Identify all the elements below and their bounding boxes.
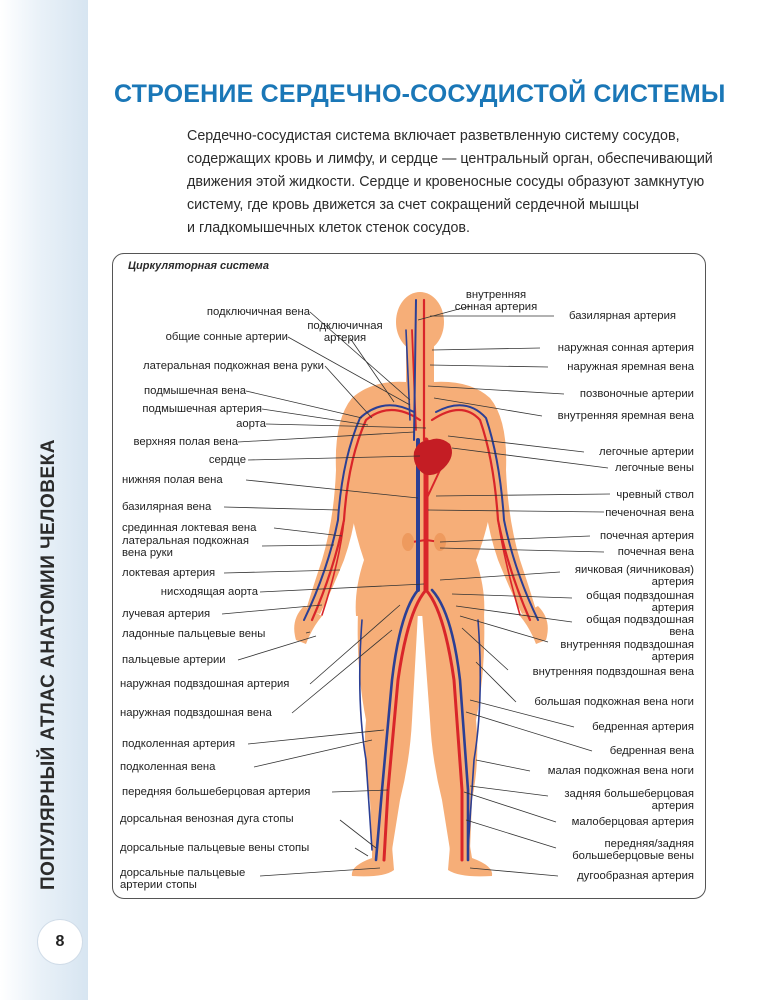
label-dorsal-digital-arteries-line2: артерии стопы — [120, 879, 197, 891]
label-femoral-vein: бедренная вена — [609, 745, 694, 757]
label-common-iliac-vein-line2: вена — [669, 626, 694, 638]
label-palmar-digital-veins: ладонные пальцевые вены — [122, 628, 266, 640]
label-median-cubital-vein: срединная локтевая вена — [122, 522, 257, 534]
label-femoral-artery: бедренная артерия — [592, 721, 694, 733]
label-radial-artery: лучевая артерия — [122, 608, 211, 620]
label-external-iliac-artery: наружная подвздошная артерия — [120, 678, 290, 690]
label-renal-artery: почечная артерия — [600, 530, 694, 542]
label-ulnar-artery: локтевая артерия — [122, 567, 216, 579]
label-cephalic-vein-lower-line1: латеральная подкожная — [122, 535, 249, 547]
label-common-carotid-arteries: общие сонные артерии — [165, 331, 288, 343]
label-gonadal-artery-line1: яичковая (яичниковая) — [574, 564, 694, 576]
label-subclavian-artery-line1: подключичная — [307, 320, 383, 332]
intro-line: движения этой жидкости. Сердце и кровеносные сосуды образуют замкнутую — [187, 174, 705, 190]
intro-line: и гладкомышечных клеток стенок сосудов. — [187, 220, 470, 236]
label-tibial-veins-line1: передняя/задняя — [604, 838, 694, 850]
label-cephalic-vein: латеральная подкожная вена руки — [143, 360, 324, 372]
label-axillary-artery: подмышечная артерия — [142, 403, 262, 415]
label-pulmonary-arteries: легочные артерии — [599, 446, 694, 458]
label-external-jugular-vein: наружная яремная вена — [567, 361, 694, 373]
label-internal-iliac-artery-line2: артерия — [651, 651, 694, 663]
label-heart: сердце — [208, 454, 246, 466]
label-internal-iliac-artery-line1: внутренняя подвздошная — [560, 639, 694, 651]
label-inferior-vena-cava: нижняя полая вена — [122, 474, 223, 486]
label-celiac-trunk: чревный ствол — [616, 489, 694, 501]
label-digital-arteries: пальцевые артерии — [122, 654, 226, 666]
label-basilar-artery: базилярная артерия — [569, 310, 676, 322]
label-external-iliac-vein: наружная подвздошная вена — [120, 707, 272, 719]
page-number: 8 — [38, 920, 82, 964]
intro-line: Сердечно-сосудистая система включает разветвленную систему сосудов, — [187, 128, 680, 144]
label-pulmonary-veins: легочные вены — [615, 462, 694, 474]
label-renal-vein: почечная вена — [617, 546, 694, 558]
label-fibular-artery: малоберцовая артерия — [571, 816, 694, 828]
label-dorsal-venous-arch: дорсальная венозная дуга стопы — [120, 813, 294, 825]
label-aorta: аорта — [236, 418, 266, 430]
label-internal-carotid-line1: внутренняя — [465, 289, 527, 301]
label-vertebral-arteries: позвоночные артерии — [579, 388, 694, 400]
label-popliteal-artery: подколенная артерия — [122, 738, 236, 750]
label-tibial-veins-line2: большеберцовые вены — [572, 850, 694, 862]
diagram-title: Циркуляторная система — [128, 260, 269, 272]
label-common-iliac-vein-line1: общая подвздошная — [586, 614, 694, 626]
label-basilic-vein: базилярная вена — [122, 501, 212, 513]
label-gonadal-artery-line2: артерия — [651, 576, 694, 588]
label-great-saphenous-vein: большая подкожная вена ноги — [534, 696, 694, 708]
label-hepatic-vein: печеночная вена — [605, 507, 694, 519]
label-cephalic-vein-lower-line2: вена руки — [122, 547, 173, 559]
label-common-iliac-artery-line1: общая подвздошная — [586, 590, 694, 602]
intro-line: содержащих кровь и лимфу, и сердце — центральный орган, обеспечивающий — [187, 151, 713, 167]
label-internal-iliac-vein: внутренняя подвздошная вена — [532, 666, 694, 678]
label-internal-jugular-vein: внутренняя яремная вена — [557, 410, 694, 422]
label-subclavian-vein: подключичная вена — [206, 306, 310, 318]
label-axillary-vein: подмышечная вена — [144, 385, 246, 397]
label-posterior-tibial-artery-line2: артерия — [651, 800, 694, 812]
book-title: ПОПУЛЯРНЫЙ АТЛАС АНАТОМИИ ЧЕЛОВЕКА — [38, 439, 59, 890]
label-anterior-tibial-artery: передняя большеберцовая артерия — [122, 786, 311, 798]
label-dorsal-digital-veins-foot: дорсальные пальцевые вены стопы — [120, 842, 310, 854]
label-common-iliac-artery-line2: артерия — [651, 602, 694, 614]
label-popliteal-vein: подколенная вена — [120, 761, 216, 773]
label-descending-aorta: нисходящая аорта — [160, 586, 258, 598]
label-superior-vena-cava: верхняя полая вена — [133, 436, 238, 448]
label-internal-carotid-line2: сонная артерия — [454, 301, 538, 313]
label-arcuate-artery: дугообразная артерия — [577, 870, 694, 882]
label-external-carotid-artery: наружная сонная артерия — [557, 342, 694, 354]
intro-line: систему, где кровь движется за счет сокращений сердечной мышцы — [187, 197, 640, 213]
label-subclavian-artery-line2: артерия — [323, 332, 367, 344]
page-title: СТРОЕНИЕ СЕРДЕЧНО-СОСУДИСТОЙ СИСТЕМЫ — [114, 80, 726, 108]
label-posterior-tibial-artery-line1: задняя большеберцовая — [564, 788, 694, 800]
label-dorsal-digital-arteries-line1: дорсальные пальцевые — [120, 867, 246, 879]
label-small-saphenous-vein: малая подкожная вена ноги — [547, 765, 694, 777]
